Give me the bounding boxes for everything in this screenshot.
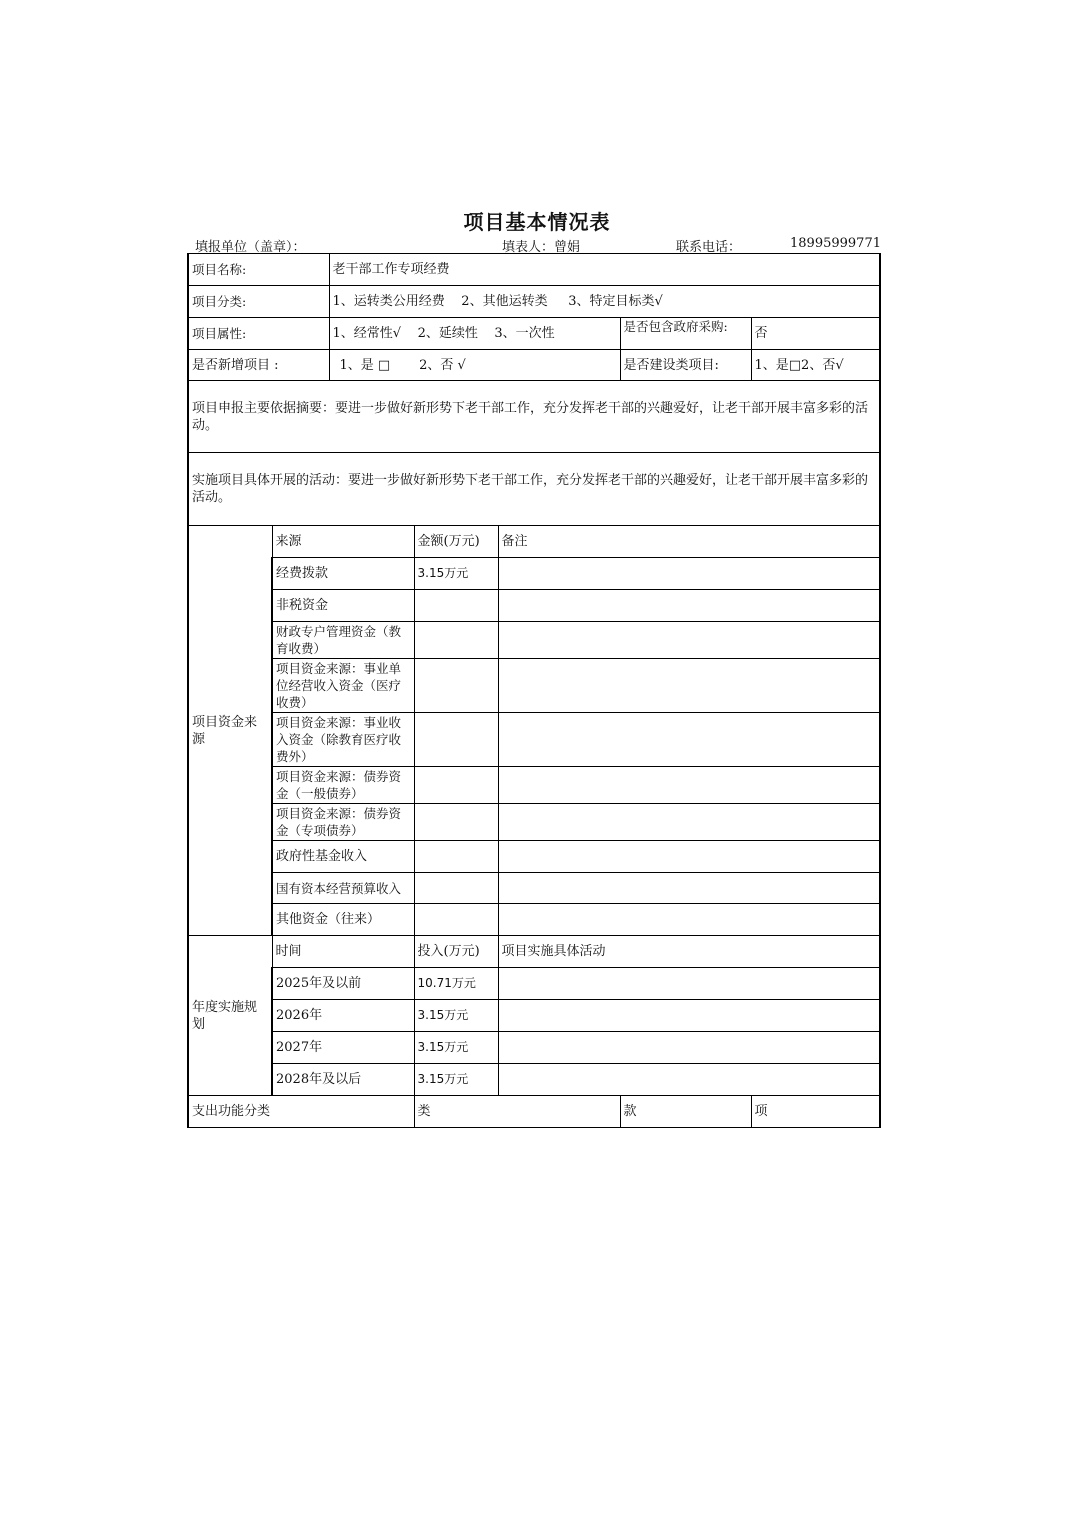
table-row	[188, 558, 880, 590]
table-row	[188, 904, 880, 936]
table-row	[188, 804, 880, 841]
funding-source: 非税资金	[272, 590, 414, 622]
plan-invest: 10.71万元	[414, 968, 498, 1000]
plan-col-time: 时间	[272, 936, 414, 968]
expense-xiang: 项	[751, 1096, 880, 1128]
plan-activity	[498, 1000, 880, 1032]
table-row	[188, 1000, 880, 1032]
plan-activity	[498, 1064, 880, 1096]
plan-col-activity: 项目实施具体活动	[498, 936, 880, 968]
funding-amount	[414, 713, 498, 767]
funding-note	[498, 904, 880, 936]
funding-source: 项目资金来源：事业收入资金（除教育医疗收费外）	[272, 713, 414, 767]
funding-col-note: 备注	[498, 526, 880, 558]
funding-source: 项目资金来源：事业单位经营收入资金（医疗收费）	[272, 659, 414, 713]
table-row	[188, 713, 880, 767]
plan-time: 2028年及以后	[272, 1064, 414, 1096]
funding-note	[498, 590, 880, 622]
funding-source: 项目资金来源：债券资金（专项债券）	[272, 804, 414, 841]
row-activity	[188, 453, 880, 526]
row-project-name	[188, 254, 880, 286]
project-attribute-label: 项目属性:	[188, 318, 329, 350]
plan-time: 2026年	[272, 1000, 414, 1032]
funding-header-row	[188, 526, 880, 558]
expense-kuan: 款	[620, 1096, 751, 1128]
funding-amount	[414, 767, 498, 804]
project-info-table	[187, 253, 881, 1128]
funding-note	[498, 659, 880, 713]
new-project-value: 1、是 □ 2、否 √	[329, 350, 620, 381]
procurement-value: 否	[751, 318, 880, 350]
funding-amount	[414, 804, 498, 841]
funding-amount	[414, 622, 498, 659]
funding-source: 其他资金（往来）	[272, 904, 414, 936]
table-row	[188, 622, 880, 659]
row-expense-class	[188, 1096, 880, 1128]
plan-header-row	[188, 936, 880, 968]
funding-source: 国有资本经营预算收入	[272, 873, 414, 904]
activity-text: 实施项目具体开展的活动：要进一步做好新形势下老干部工作，充分发挥老干部的兴趣爱好，让老干部开展丰富多彩的活动。	[188, 453, 880, 526]
construction-label: 是否建设类项目:	[620, 350, 751, 381]
plan-time: 2027年	[272, 1032, 414, 1064]
plan-invest: 3.15万元	[414, 1000, 498, 1032]
project-category-label: 项目分类:	[188, 286, 329, 318]
table-row	[188, 1032, 880, 1064]
project-name-value: 老干部工作专项经费	[329, 254, 880, 286]
funding-note	[498, 804, 880, 841]
table-row	[188, 1064, 880, 1096]
page-title: 项目基本情况表	[463, 210, 611, 234]
construction-value: 1、是□2、否√	[751, 350, 880, 381]
filler-label: 填表人：曾娟	[502, 240, 581, 255]
phone-value: 18995999771	[790, 236, 881, 251]
funding-note	[498, 713, 880, 767]
funding-note	[498, 558, 880, 590]
funding-col-amount: 金额(万元)	[414, 526, 498, 558]
funding-col-source: 来源	[272, 526, 414, 558]
unit-label: 填报单位（盖章）：	[195, 240, 306, 255]
table-row	[188, 841, 880, 873]
expense-label: 支出功能分类	[188, 1096, 414, 1128]
project-attribute-value: 1、经常性√ 2、延续性 3、一次性	[329, 318, 620, 350]
row-basis	[188, 381, 880, 453]
expense-class: 类	[414, 1096, 620, 1128]
funding-amount: 3.15万元	[414, 558, 498, 590]
plan-activity	[498, 1032, 880, 1064]
procurement-label: 是否包含政府采购:	[620, 318, 751, 350]
plan-col-invest: 投入(万元)	[414, 936, 498, 968]
funding-amount	[414, 590, 498, 622]
funding-section-label: 项目资金来源	[188, 526, 272, 936]
plan-time: 2025年及以前	[272, 968, 414, 1000]
plan-invest: 3.15万元	[414, 1032, 498, 1064]
funding-source: 项目资金来源：债券资金（一般债券）	[272, 767, 414, 804]
funding-source: 政府性基金收入	[272, 841, 414, 873]
plan-activity	[498, 968, 880, 1000]
funding-source: 财政专户管理资金（教育收费）	[272, 622, 414, 659]
row-project-attribute	[188, 318, 880, 350]
row-new-project	[188, 350, 880, 381]
funding-note	[498, 873, 880, 904]
funding-note	[498, 622, 880, 659]
funding-amount	[414, 873, 498, 904]
funding-note	[498, 767, 880, 804]
project-name-label: 项目名称:	[188, 254, 329, 286]
row-project-category	[188, 286, 880, 318]
table-row	[188, 590, 880, 622]
funding-amount	[414, 659, 498, 713]
table-row	[188, 873, 880, 904]
table-row	[188, 968, 880, 1000]
plan-invest: 3.15万元	[414, 1064, 498, 1096]
funding-amount	[414, 841, 498, 873]
phone-label: 联系电话：	[676, 240, 742, 255]
project-category-value: 1、运转类公用经费 2、其他运转类 3、特定目标类√	[329, 286, 880, 318]
table-row	[188, 767, 880, 804]
basis-text: 项目申报主要依据摘要：要进一步做好新形势下老干部工作，充分发挥老干部的兴趣爱好，让老干部开展丰富多彩的活动。	[188, 381, 880, 453]
plan-section-label: 年度实施规划	[188, 936, 272, 1096]
funding-note	[498, 841, 880, 873]
funding-source: 经费拨款	[272, 558, 414, 590]
new-project-label: 是否新增项目 :	[188, 350, 329, 381]
funding-amount	[414, 904, 498, 936]
table-row	[188, 659, 880, 713]
